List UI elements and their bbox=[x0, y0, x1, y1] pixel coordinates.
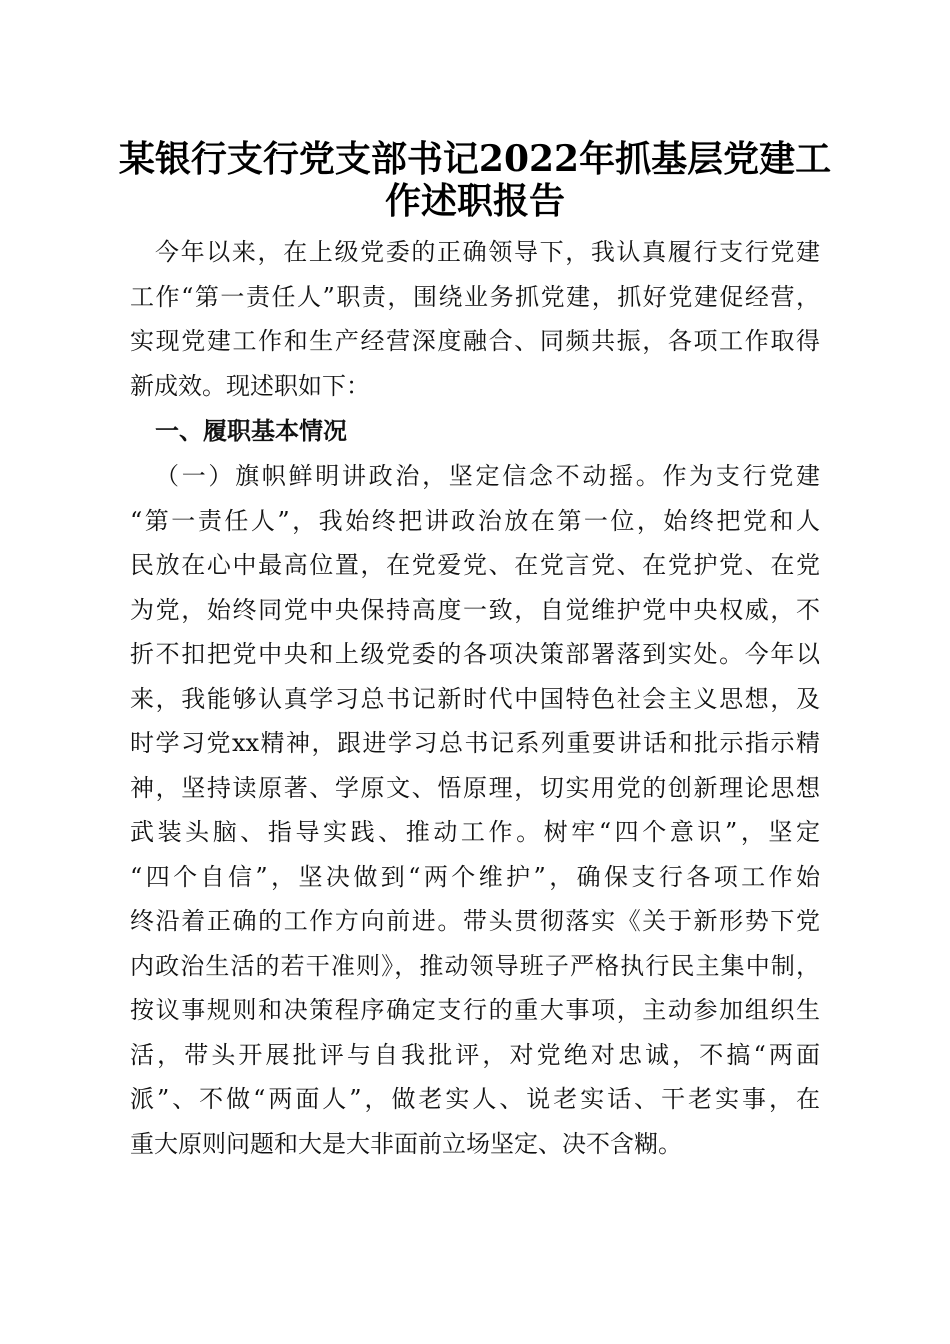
text-line: 来，我能够认真学习总书记新时代中国特色社会主义思想，及 bbox=[130, 685, 820, 713]
text-line: 新成效。现述职如下： bbox=[130, 372, 370, 400]
text-line: 重大原则问题和大是大非面前立场坚定、决不含糊。 bbox=[130, 1130, 682, 1158]
text-line: “第一责任人”，我始终把讲政治放在第一位，始终把党和人 bbox=[130, 507, 820, 535]
text-line: 按议事规则和决策程序确定支行的重大事项，主动参加组织生 bbox=[130, 996, 820, 1024]
text-line: 工作“第一责任人”职责，围绕业务抓党建，抓好党建促经营， bbox=[130, 283, 820, 311]
section-heading: 一、履职基本情况 bbox=[155, 416, 347, 445]
text-line: 实现党建工作和生产经营深度融合、同频共振，各项工作取得 bbox=[130, 327, 820, 355]
document-title-line-2: 作述职报告 bbox=[384, 180, 565, 222]
text-line: 民放在心中最高位置，在党爱党、在党言党、在党护党、在党 bbox=[130, 551, 820, 579]
text-line: “四个自信”，坚决做到“两个维护”，确保支行各项工作始 bbox=[130, 863, 820, 891]
text-line: 内政治生活的若干准则》，推动领导班子严格执行民主集中制， bbox=[130, 952, 820, 980]
text-line: 为党，始终同党中央保持高度一致，自觉维护党中央权威，不 bbox=[130, 596, 820, 624]
text-line: 武装头脑、指导实践、推动工作。树牢“四个意识”，坚定 bbox=[130, 818, 820, 846]
text-line: 活，带头开展批评与自我批评，对党绝对忠诚，不搞“两面 bbox=[130, 1041, 820, 1069]
text-line: 时学习党xx精神，跟进学习总书记系列重要讲话和批示指示精 bbox=[130, 729, 820, 757]
text-line: 今年以来，在上级党委的正确领导下，我认真履行支行党建 bbox=[155, 238, 820, 266]
text-line: （一）旗帜鲜明讲政治，坚定信念不动摇。作为支行党建 bbox=[155, 462, 820, 490]
text-line: 终沿着正确的工作方向前进。带头贯彻落实《关于新形势下党 bbox=[130, 907, 820, 935]
text-line: 派”、不做“两面人”，做老实人、说老实话、干老实事，在 bbox=[130, 1085, 820, 1113]
text-line: 折不扣把党中央和上级党委的各项决策部署落到实处。今年以 bbox=[130, 640, 820, 668]
document-title-line-1: 某银行支行党支部书记2022年抓基层党建工 bbox=[118, 138, 832, 180]
text-line: 神，坚持读原著、学原文、悟原理，切实用党的创新理论思想 bbox=[130, 774, 820, 802]
